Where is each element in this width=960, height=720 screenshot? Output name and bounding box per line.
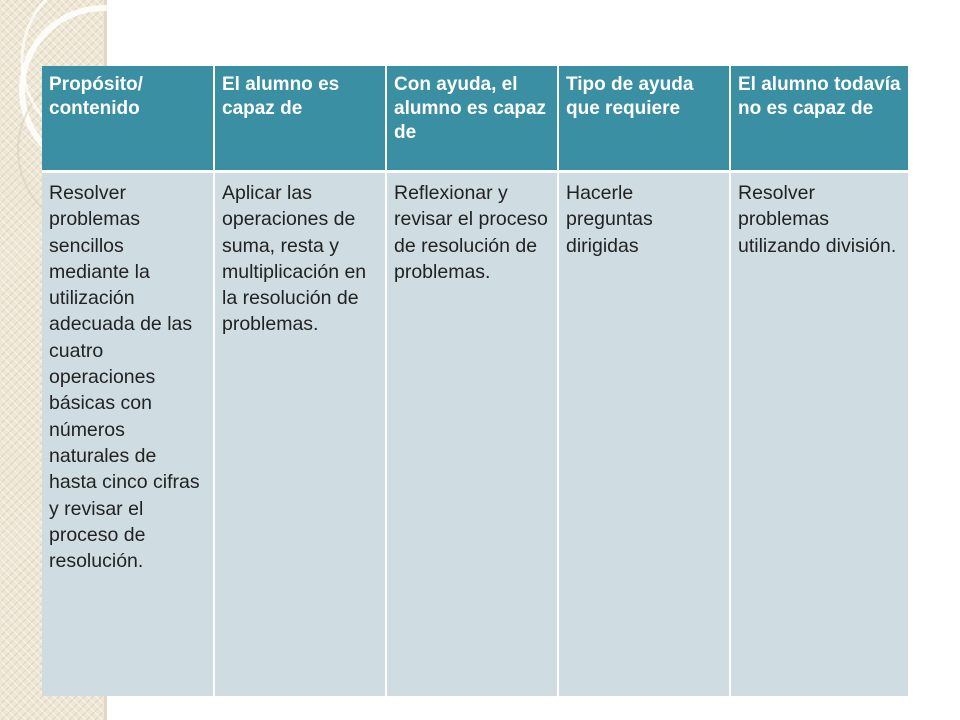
cell-no-capaz: Resolver problemas utilizando división. — [730, 172, 908, 697]
table-row — [42, 172, 908, 697]
table-header-row — [42, 66, 908, 172]
header-no-capaz: El alumno todavía no es capaz de — [730, 66, 908, 172]
cell-tipo-ayuda: Hacerle preguntas dirigidas — [558, 172, 730, 697]
cell-proposito: Resolver problemas sencillos mediante la utilización adecuada de las cuatro operaciones básicas con números naturales de hasta cinco cifras y revisar el proceso de resolución. — [42, 172, 214, 697]
header-con-ayuda: Con ayuda, el alumno es capaz de — [386, 66, 558, 172]
cell-con-ayuda: Reflexionar y revisar el proceso de resolución de problemas. — [386, 172, 558, 697]
evaluation-table — [42, 66, 908, 696]
header-proposito: Propósito/ contenido — [42, 66, 214, 172]
cell-capaz: Aplicar las operaciones de suma, resta y multiplicación en la resolución de problemas. — [214, 172, 386, 697]
header-tipo-ayuda: Tipo de ayuda que requiere — [558, 66, 730, 172]
header-capaz: El alumno es capaz de — [214, 66, 386, 172]
